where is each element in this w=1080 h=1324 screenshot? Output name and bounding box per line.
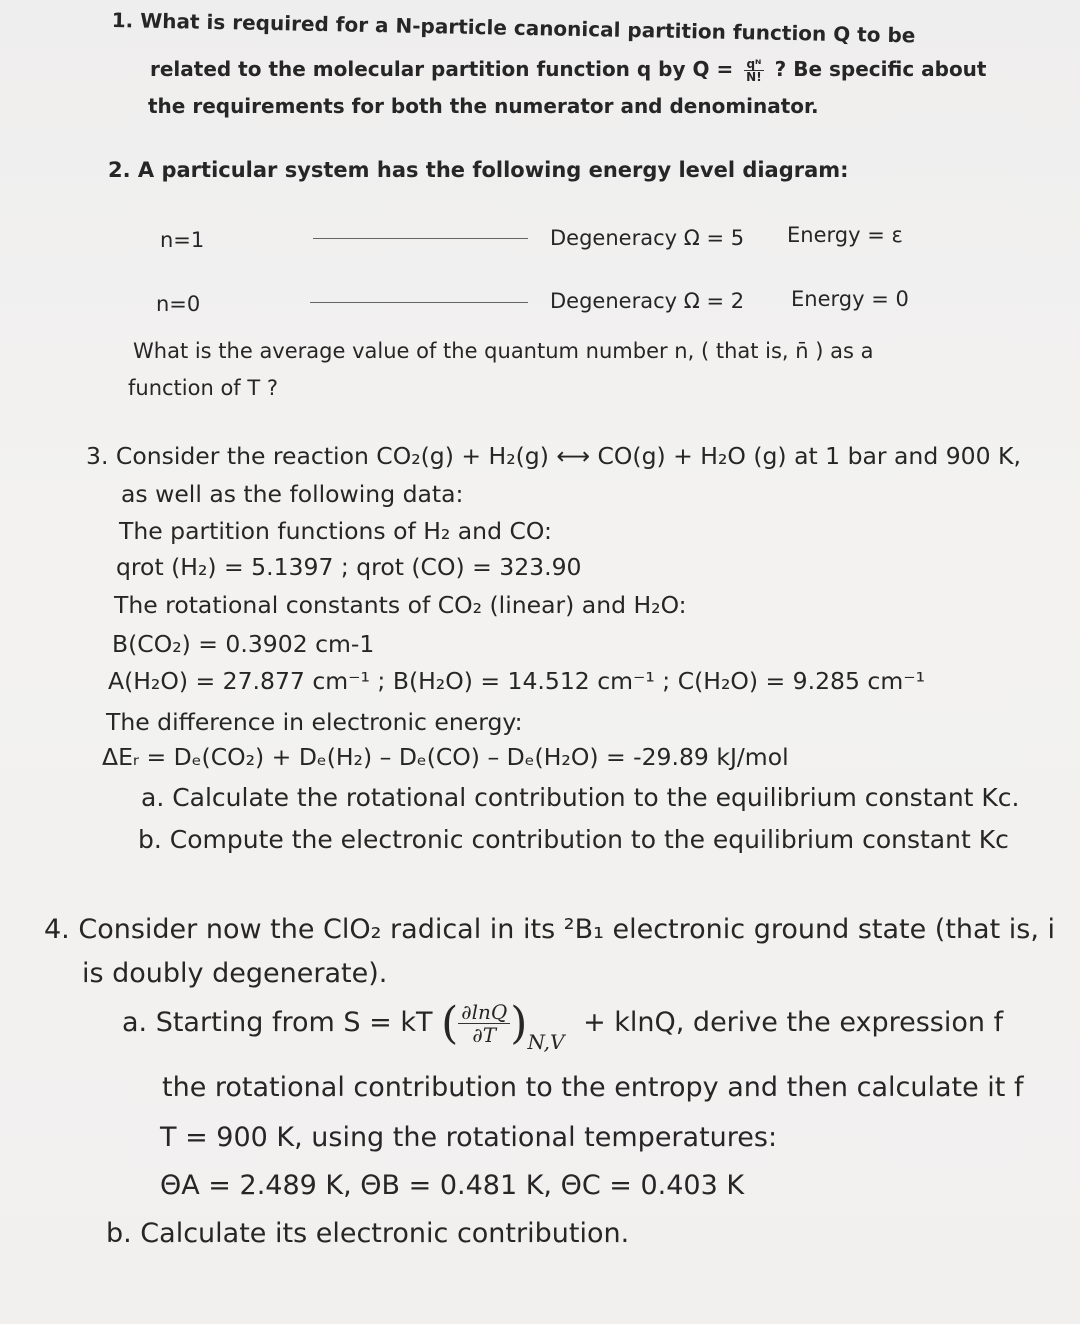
q3-line5: The rotational constants of CO₂ (linear) and H₂O: bbox=[114, 591, 687, 619]
q3-part-b: b. Compute the electronic contribution to the equilibrium constant Kc bbox=[138, 825, 1009, 854]
q4-right-paren: ) bbox=[510, 998, 528, 1049]
q1-line1 bbox=[112, 8, 916, 47]
q4-part-a-suffix: + klnQ, derive the expression f bbox=[583, 1007, 1004, 1038]
q4-partial-subscript: N,V bbox=[527, 1030, 565, 1054]
q1-number: 1. bbox=[111, 8, 134, 33]
q2-number: 2. bbox=[108, 158, 131, 182]
q2-level1-degeneracy: Degeneracy Ω = 5 bbox=[550, 226, 745, 250]
q4-part-a-line3: T = 900 K, using the rotational temperatures: bbox=[160, 1122, 778, 1153]
q2-level1-energy: Energy = ε bbox=[787, 223, 903, 247]
q1-text-line2a: related to the molecular partition function q by Q = bbox=[150, 57, 734, 81]
q4-part-a-prefix: a. Starting from S = kT bbox=[122, 1007, 433, 1038]
q3-line1: Consider the reaction CO₂(g) + H₂(g) ⟷ CO(g) + H₂O (g) at 1 bar and 900 K, bbox=[115, 442, 1021, 470]
q3-line8: The difference in electronic energy: bbox=[106, 708, 523, 736]
q1-text-line3: the requirements for both the numerator and denominator. bbox=[148, 94, 819, 118]
q4-line1: Consider now the ClO₂ radical in its ²B₁ electronic ground state (that is, i bbox=[78, 914, 1055, 945]
q4-part-a-line4: ΘA = 2.489 K, ΘB = 0.481 K, ΘC = 0.403 K bbox=[160, 1170, 745, 1201]
q3-part-a: a. Calculate the rotational contribution to the equilibrium constant Kc. bbox=[141, 783, 1020, 812]
q3-line1-row bbox=[86, 442, 1021, 470]
q1-fraction-numerator: qᴺ bbox=[744, 58, 764, 71]
q2-level1-line bbox=[313, 238, 528, 239]
q3-number: 3. bbox=[86, 442, 109, 470]
q4-line1-row bbox=[44, 914, 1055, 945]
q3-line6: B(CO₂) = 0.3902 cm-1 bbox=[112, 630, 375, 658]
q3-line4: qrot (H₂) = 5.1397 ; qrot (CO) = 323.90 bbox=[116, 553, 582, 581]
q4-line2: is doubly degenerate). bbox=[82, 958, 388, 989]
q4-left-paren: ( bbox=[441, 998, 459, 1049]
q4-part-b: b. Calculate its electronic contribution. bbox=[106, 1218, 630, 1249]
q1-text-line1: What is required for a N-particle canonical partition function Q to be bbox=[140, 8, 916, 48]
q1-fraction bbox=[744, 58, 764, 83]
q1-line2 bbox=[150, 57, 986, 83]
q4-partial-fraction bbox=[458, 1001, 510, 1046]
q2-intro-line bbox=[108, 158, 849, 182]
q1-text-line2b: ? Be specific about bbox=[774, 57, 987, 81]
q4-partial-numerator: ∂lnQ bbox=[458, 1001, 510, 1024]
q2-level1-label: n=1 bbox=[160, 228, 205, 252]
q4-partial-denominator: ∂T bbox=[472, 1023, 497, 1047]
q3-line3: The partition functions of H₂ and CO: bbox=[119, 517, 552, 545]
q4-part-a-line2: the rotational contribution to the entropy and then calculate it f bbox=[162, 1072, 1024, 1103]
q2-level0-line bbox=[310, 302, 528, 303]
q3-line9: ΔEᵣ = Dₑ(CO₂) + Dₑ(H₂) – Dₑ(CO) – Dₑ(H₂O) = -29.89 kJ/mol bbox=[102, 743, 789, 771]
q2-level0-degeneracy: Degeneracy Ω = 2 bbox=[550, 289, 745, 313]
q2-intro: A particular system has the following energy level diagram: bbox=[137, 158, 849, 182]
q2-level0-label: n=0 bbox=[156, 292, 201, 316]
q2-level0-energy: Energy = 0 bbox=[791, 287, 909, 311]
q3-line2: as well as the following data: bbox=[121, 480, 464, 508]
q2-question-line1: What is the average value of the quantum number n, ( that is, n̄ ) as a bbox=[133, 339, 874, 363]
q1-fraction-denominator: N! bbox=[746, 70, 762, 84]
q4-number: 4. bbox=[44, 914, 70, 945]
q2-question-line2: function of T ? bbox=[128, 376, 279, 400]
q3-line7: A(H₂O) = 27.877 cm⁻¹ ; B(H₂O) = 14.512 cm⁻¹ ; C(H₂O) = 9.285 cm⁻¹ bbox=[108, 667, 926, 695]
q4-part-a-formula bbox=[122, 998, 1003, 1054]
